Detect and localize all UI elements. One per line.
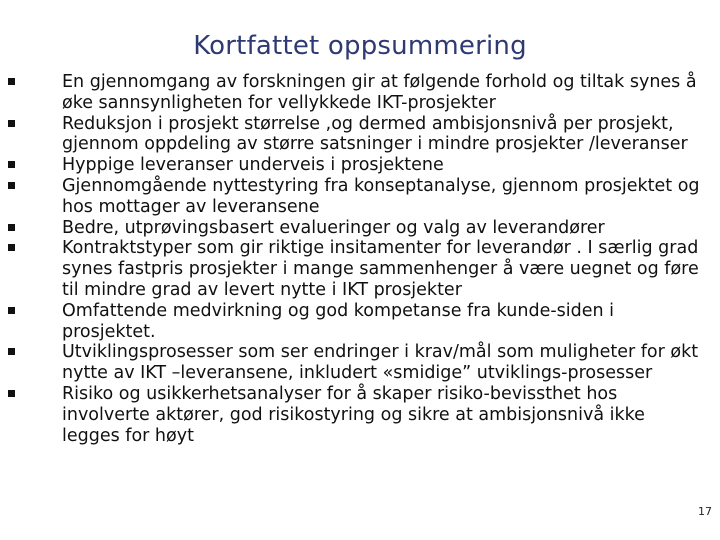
page-number: 17 [698,505,712,518]
bullet-item-5 [0,218,720,239]
summary-bullet-list [0,72,720,446]
bullet-text: Omfattende medvirkning og god kompetanse fra kunde-siden i prosjektet. [62,300,615,342]
bullet-item-6 [0,238,720,300]
bullet-item-8 [0,342,720,384]
bullet-text: Hyppige leveranser underveis i prosjektene [62,155,444,176]
bullet-item-1 [0,72,720,114]
square-bullet-icon [8,78,15,85]
square-bullet-icon [8,120,15,127]
bullet-text: En gjennomgang av forskningen gir at følgende forhold og tiltak synes å øke sannsynligheten for vellykkede IKT-prosjekter [62,72,697,113]
bullet-text: Utviklingsprosesser som ser endringer i krav/mål som muligheter for økt nytte av IKT –leveransene, inkludert «smidige” utviklings-prosesser [62,342,699,384]
square-bullet-icon [8,244,15,251]
square-bullet-icon [8,348,15,355]
bullet-text: Risiko og usikkerhetsanalyser for å skaper risiko-bevissthet hos involverte aktører, god risikostyring og sikre at ambisjonsnivå ikke legges for høyt [62,383,645,446]
slide-title: Kortfattet oppsummering [193,31,527,62]
bullet-text: Kontraktstyper som gir riktige insitamenter for leverandør . I særlig grad synes fastpris prosjekter i mange sammenhenger å være uegnet og føre til mindre grad av levert nytte i IKT prosjekter [62,238,699,300]
bullet-item-9 [0,384,720,446]
bullet-text: Bedre, utprøvingsbasert evalueringer og valg av leverandører [62,217,605,238]
bullet-item-4 [0,176,720,218]
bullet-item-2 [0,114,720,156]
square-bullet-icon [8,390,15,397]
bullet-item-7 [0,301,720,343]
bullet-text: Gjennomgående nyttestyring fra konseptanalyse, gjennom prosjektet og hos mottager av leveransene [62,175,700,217]
square-bullet-icon [8,224,15,231]
square-bullet-icon [8,161,15,168]
square-bullet-icon [8,182,15,189]
square-bullet-icon [8,307,15,314]
bullet-text: Reduksjon i prosjekt størrelse ,og dermed ambisjonsnivå per prosjekt, gjennom oppdeling av større satsninger i mindre prosjekter /leveranser [62,113,688,155]
bullet-item-3 [0,155,720,176]
